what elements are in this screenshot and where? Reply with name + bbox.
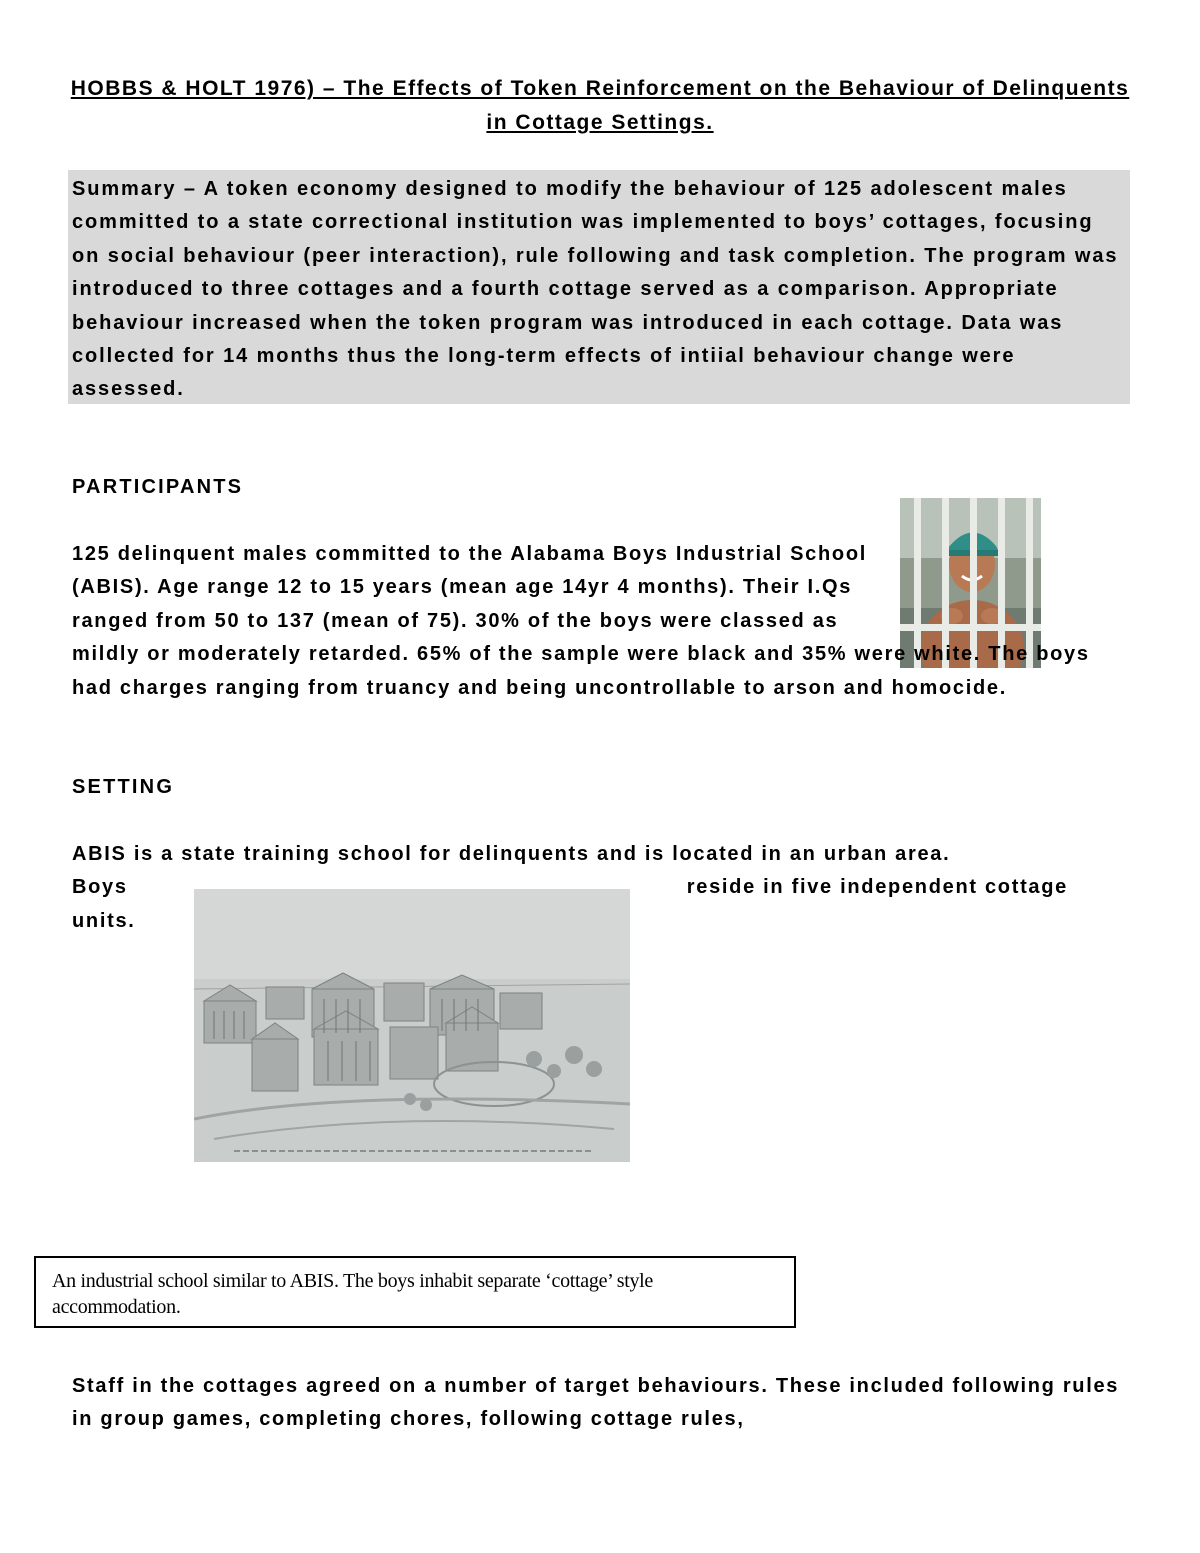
setting-heading: SETTING <box>72 776 175 798</box>
industrial-school-engraving <box>194 889 630 1162</box>
participants-paragraph <box>72 538 1122 705</box>
setting-line-2-right: reside in five independent cottage <box>686 876 1068 899</box>
setting-line-2-left: Boys <box>72 876 128 899</box>
summary-box <box>68 170 1130 404</box>
participants-heading: PARTICIPANTS <box>72 476 244 498</box>
participants-text: 125 delinquent males committed to the Alabama Boys Industrial School (ABIS). Age range 12 to 15 years (mean age 14yr 4 months). Their I.Qs ranged from 50 to 137 (mean of 75). 30% of the boys were classed as mildly or moderately retarded. 65% of the sample were black and 35% were white. The boys had charges ranging from truancy and being uncontrollable to arson and homocide. <box>72 543 1090 699</box>
document-title: HOBBS & HOLT 1976) – The Effects of Token Reinforcement on the Behaviour of Delinquents in Cottage Settings. <box>70 77 1130 134</box>
image-caption: An industrial school similar to ABIS. The boys inhabit separate ‘cottage’ style accommodation. <box>52 1270 653 1318</box>
staff-paragraph: Staff in the cottages agreed on a number of target behaviours. These included following rules in group games, completing chores, following cottage rules, <box>72 1375 1120 1431</box>
image-caption-box <box>34 1256 796 1328</box>
setting-line-1: ABIS is a state training school for delinquents and is located in an urban area. <box>72 843 951 865</box>
setting-line-3: units. <box>72 909 136 932</box>
summary-text: Summary – A token economy designed to modify the behaviour of 125 adolescent males committed to a state correctional institution was implemented to boys’ cottages, focusing on social behaviour (peer interaction), rule following and task completion. The program was introduced to three cottages and a fourth cottage served as a comparison. Appropriate behaviour increased when the token program was introduced in each cottage. Data was collected for 14 months thus the long-term effects of intiial behaviour change were assessed. <box>72 178 1119 401</box>
